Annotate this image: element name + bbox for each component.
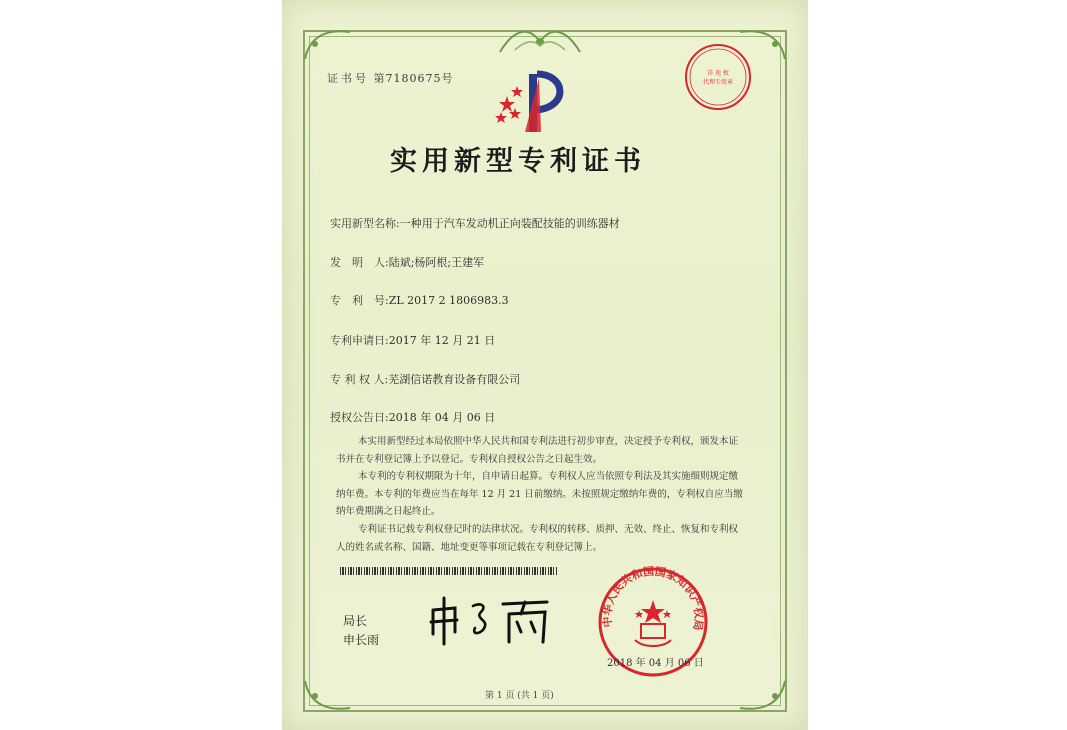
field-label: 实用新型名称: [330,217,400,230]
svg-text:详 苑 枚: 详 苑 枚 [707,70,729,77]
cnipa-logo [495,66,575,136]
certificate-title: 实用新型专利证书 [390,146,646,177]
field-label: 专 利 权 人: [330,373,389,386]
field-value: 陆斌;杨阿根;王建军 [388,256,485,269]
body-paragraph: 专利证书记载专利权登记时的法律状况。专利权的转移、质押、无效、终止、恢复和专利权人的姓名或名称、国籍、地址变更等事项记载在专利登记簿上。 [336,523,739,553]
certificate-number-value: 第7180675号 [373,72,454,85]
seal-date: 2018 年 04 月 06 日 [607,658,704,669]
agency-seal [683,42,753,112]
certificate-number [327,70,454,86]
field-grant-date [330,409,495,425]
page-footer: 第 1 页 (共 1 页) [485,691,554,701]
barcode [340,567,558,575]
corner-ornament-top-left [300,24,360,64]
svg-text:中华人民共和国国家知识产权局: 中华人民共和国国家知识产权局 [600,566,706,632]
certificate-body-text [336,433,746,556]
field-utility-model-name [330,215,620,231]
field-label: 发 明 人: [330,256,389,269]
field-value: 2017 年 12 月 21 日 [388,334,496,347]
field-label: 专 利 号: [330,294,389,307]
field-application-date [330,332,495,348]
field-inventors [330,254,484,270]
field-patent-number [330,292,509,308]
svg-text:代理专用章: 代理专用章 [702,79,734,86]
certificate-number-label: 证书号 [327,72,369,85]
top-ornament [495,22,585,62]
field-value: 芜湖信诺教育设备有限公司 [388,373,521,386]
field-value: ZL 2017 2 1806983.3 [388,294,509,307]
corner-ornament-bottom-right [730,676,790,716]
field-patentee [330,371,520,387]
field-label: 专利申请日: [330,334,389,347]
field-value: 2018 年 04 月 06 日 [388,411,496,424]
field-value: 一种用于汽车发动机正向装配技能的训练器材 [399,217,620,230]
director-title: 局长 [343,614,368,628]
director-signature [425,592,555,647]
body-paragraph: 本专利的专利权期限为十年，自申请日起算。专利权人应当依照专利法及其实施细则规定缴纳年费。本专利的年费应当在每年 12 月 21 日前缴纳。未按照规定缴纳年费的，专利权自应当缴纳年费期满之日起终止。 [336,471,743,518]
body-paragraph: 本实用新型经过本局依照中华人民共和国专利法进行初步审查，决定授予专利权，颁发本证书并在专利登记簿上予以登记。专利权自授权公告之日起生效。 [336,436,739,465]
corner-ornament-bottom-left [300,676,360,716]
field-label: 授权公告日: [330,411,389,424]
director-name: 申长雨 [343,633,380,647]
